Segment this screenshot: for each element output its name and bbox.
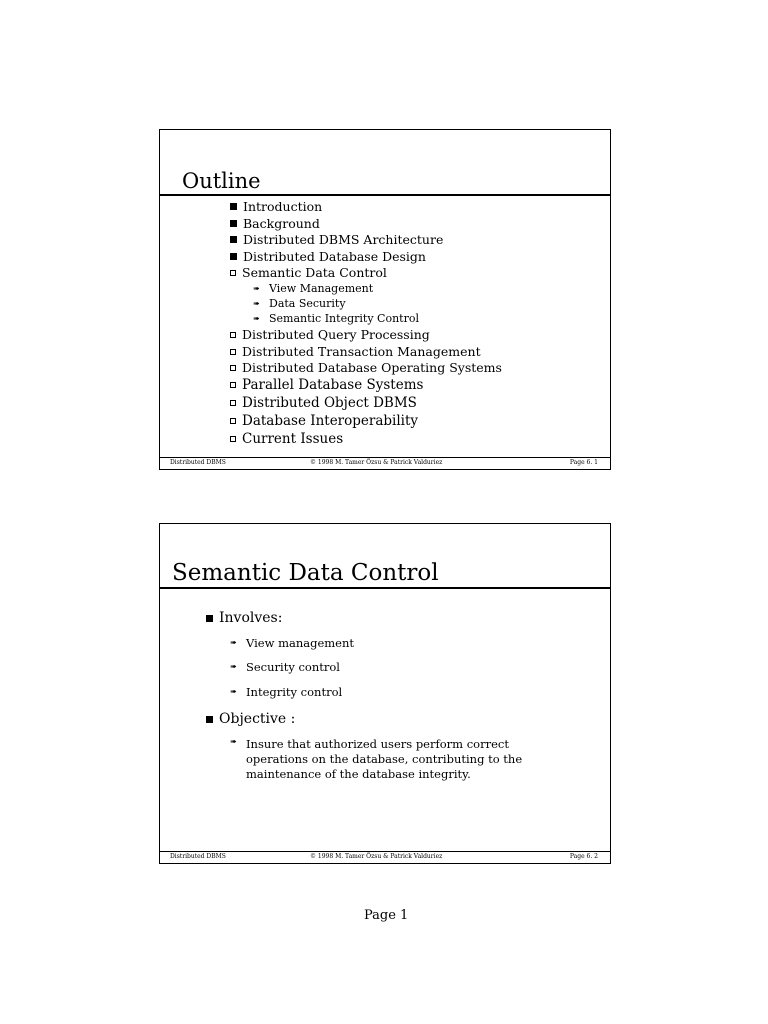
outline-item-label: Database Interoperability: [242, 413, 419, 429]
arrow-bullet-icon: ➠: [253, 298, 260, 308]
objective-line: maintenance of the database integrity.: [246, 767, 471, 781]
bullet-objective: [206, 711, 295, 727]
outline-item-label: Current Issues: [242, 431, 344, 447]
footer-course: Distributed DBMS: [170, 853, 226, 860]
sub-bullet-label: View management: [246, 636, 355, 650]
slide-title: Semantic Data Control: [172, 560, 439, 586]
slide-footer: [160, 457, 610, 469]
hollow-square-bullet-icon: [230, 418, 236, 424]
slide-footer: [160, 851, 610, 863]
outline-subitem-label: Semantic Integrity Control: [269, 312, 419, 325]
filled-square-bullet-icon: [230, 203, 237, 210]
filled-square-bullet-icon: [230, 236, 237, 243]
outline-item: [230, 360, 502, 375]
outline-item: [230, 344, 481, 359]
outline-item-label: Distributed Transaction Management: [242, 344, 481, 359]
footer-course: Distributed DBMS: [170, 459, 226, 466]
outline-item: [230, 216, 320, 231]
objective-line: Insure that authorized users perform correct: [246, 737, 509, 751]
outline-item-label: Distributed Object DBMS: [242, 395, 417, 411]
outline-item-label: Distributed Database Design: [243, 249, 426, 264]
page-number: Page 1: [364, 908, 409, 923]
slide-title: Outline: [182, 169, 261, 193]
hollow-square-bullet-icon: [230, 349, 236, 355]
outline-item: [230, 265, 387, 280]
arrow-bullet-icon: ➠: [230, 737, 237, 746]
outline-subitem-label: View Management: [269, 282, 374, 295]
hollow-square-bullet-icon: [230, 436, 236, 442]
outline-item: [230, 431, 343, 447]
sub-bullet: [230, 685, 342, 699]
hollow-square-bullet-icon: [230, 365, 236, 371]
outline-item: [230, 199, 322, 214]
outline-item-label: Parallel Database Systems: [242, 377, 424, 393]
slide-semantic-data-control: [159, 523, 611, 864]
slide-outline: [159, 129, 611, 470]
filled-square-bullet-icon: [206, 716, 213, 723]
outline-item: [230, 413, 418, 429]
outline-item-label: Distributed DBMS Architecture: [243, 232, 444, 247]
sub-bullet: [230, 660, 340, 674]
outline-item: [230, 377, 423, 393]
arrow-bullet-icon: ➠: [230, 638, 237, 647]
footer-copyright: © 1998 M. Tamer Özsu & Patrick Valduriez: [310, 459, 443, 466]
outline-subitem: [253, 282, 373, 295]
hollow-square-bullet-icon: [230, 382, 236, 388]
outline-item: [230, 232, 443, 247]
outline-item: [230, 395, 417, 411]
bullet-label: Involves:: [219, 610, 283, 626]
hollow-square-bullet-icon: [230, 332, 236, 338]
outline-subitem: [253, 312, 419, 325]
arrow-bullet-icon: ➠: [230, 687, 237, 696]
outline-item-label: Introduction: [243, 199, 323, 214]
slide-title-bar: [160, 524, 610, 589]
arrow-bullet-icon: ➠: [253, 313, 260, 323]
outline-item: [230, 249, 426, 264]
hollow-square-bullet-icon: [230, 270, 236, 276]
sub-bullet: [230, 738, 246, 746]
bullet-label: Objective :: [219, 711, 296, 727]
filled-square-bullet-icon: [230, 253, 237, 260]
filled-square-bullet-icon: [206, 615, 213, 622]
hollow-square-bullet-icon: [230, 400, 236, 406]
objective-line: operations on the database, contributing to the: [246, 752, 523, 766]
objective-paragraph: [246, 737, 522, 782]
outline-subitem: [253, 297, 346, 310]
bullet-involves: [206, 610, 282, 626]
outline-item-label: Background: [243, 216, 320, 231]
sub-bullet: [230, 636, 354, 650]
outline-item-label: Distributed Database Operating Systems: [242, 360, 502, 375]
filled-square-bullet-icon: [230, 220, 237, 227]
outline-item: [230, 327, 430, 342]
footer-page: Page 6. 2: [569, 853, 598, 860]
outline-item-label: Distributed Query Processing: [242, 327, 430, 342]
footer-page: Page 6. 1: [569, 459, 598, 466]
slide-title-bar: [160, 130, 610, 196]
outline-subitem-label: Data Security: [269, 297, 346, 310]
arrow-bullet-icon: ➠: [253, 283, 260, 293]
sub-bullet-label: Integrity control: [246, 685, 343, 699]
footer-copyright: © 1998 M. Tamer Özsu & Patrick Valduriez: [310, 853, 443, 860]
arrow-bullet-icon: ➠: [230, 662, 237, 671]
outline-item-label: Semantic Data Control: [242, 265, 387, 280]
sub-bullet-label: Security control: [246, 660, 340, 674]
